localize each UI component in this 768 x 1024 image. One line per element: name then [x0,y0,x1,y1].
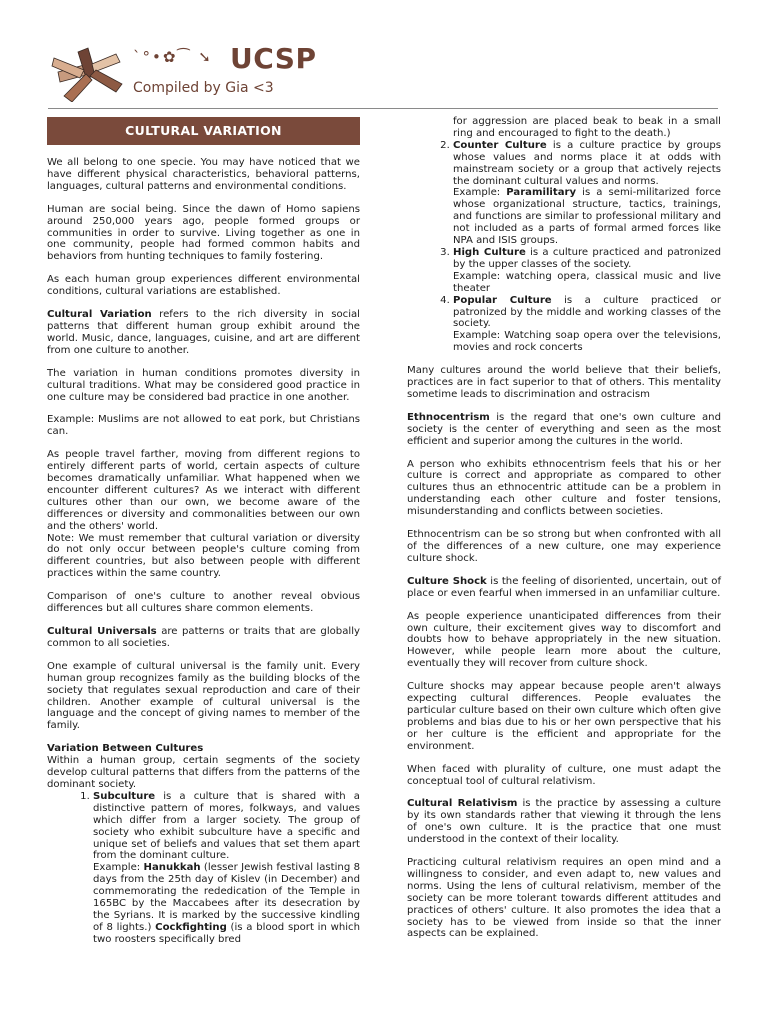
paragraph: Ethnocentrism can be so strong but when confronted with all of the differences of a new culture, one may experience culture shock. [407,529,721,564]
paragraph: Within a human group, certain segments of the society develop cultural patterns that differs from the patterns of the dominant society. [47,755,360,790]
brand-title: UCSP [230,42,317,75]
paragraph-cultural-variation: Cultural Variation refers to the rich diversity in social patterns that different human group exhibit around the world. Music, dance, languages, cuisine, and art are different from one culture to another. [47,309,360,356]
list-item: 1. Subculture is a culture that is shared with a distinctive pattern of mores, folkways, and values which differ from a larger society. The group of society who exhibit subculture have a specific and unique set of beliefs and values that set them apart from the dominant culture. Example: Hanukkah (lesser Jewish festival lasting 8 days from the 25th day of Kislev (in December) and commemorating the rededication of the Temple in 165BC by the Maccabees after its desecration by the Syrians. It is marked by the successive kindling of 8 lights.) Cockfighting (is a blood sport in which two roosters specifically bred [93,791,360,946]
paragraph: Comparison of one's culture to another reveal obvious differences but all cultures share common elements. [47,591,360,615]
right-column [407,116,721,951]
paragraph: As people travel farther, moving from different regions to entirely different parts of world, certain aspects of culture becomes dramatically unfamiliar. What happened when we encounter different cultures? As we interact with different cultures other than our own, we become aware of the differences or diversity and commonalities between our own and the others' world. [47,449,360,532]
paragraph: We all belong to one specie. You may have noticed that we have different physical characteristics, behavioral patterns, languages, cultural patterns and environmental conditions. [47,157,360,192]
list-item: 3. High Culture is a culture practiced and patronized by the upper classes of the society. Example: watching opera, classical music and live theater [453,247,721,295]
term: Cultural Relativism [407,798,518,810]
paragraph: As each human group experiences different environmental conditions, cultural variations are established. [47,274,360,298]
subheading: Variation Between Cultures [47,743,204,755]
paragraph: Practicing cultural relativism requires an open mind and a willingness to consider, and even adapt to, new values and norms. Using the lens of cultural relativism, member of the society can be more tolerant towards different attitudes and practices of others' culture. It also promotes the idea that a society has to be viewed from inside so that the inner aspects can be explained. [407,857,721,940]
paragraph: The variation in human conditions promotes diversity in cultural traditions. What may be considered good practice in one culture may be considered bad practice in one another. [47,367,360,403]
paragraph: As people experience unanticipated differences from their own culture, their excitement gives way to discomfort and doubts how to behave appropriately in the new situation. However, while people learn more about the culture, eventually they will recover from culture shock. [407,610,721,670]
term: Culture Shock [407,575,487,587]
page-header [50,42,720,104]
list-continuation: for aggression are placed beak to beak in a small ring and encouraged to fight to the death.) [453,116,721,139]
note-paragraph: Note: We must remember that cultural variation or diversity do not only occur between people's culture coming from different countries, but also between people with different practices within the same country. [47,532,360,580]
paragraph-culture-shock: Culture Shock is the feeling of disoriented, uncertain, out of place or even fearful when immersed in an unfamiliar culture. [407,575,721,599]
culture-types-list [47,791,360,946]
left-column [47,117,360,946]
joined-hands-logo-icon [50,42,126,102]
list-item: 4. Popular Culture is a culture practiced or patronized by the middle and working classes of the society. Example: Watching soap opera over the televisions, movies and rock concerts [453,295,721,355]
decorative-flourish: `°•✿⁀ ➘ [133,48,213,66]
paragraph-cultural-relativism: Cultural Relativism is the practice by assessing a culture by its own standards rather that viewing it through the lens of one's own culture. It is the practice that one must understood in the context of their locality. [407,798,721,846]
paragraph: Culture shocks may appear because people aren't always expecting cultural differences. People evaluates the particular culture based on their own culture which often give problems and bias due to his or her own perspective that his or her culture is the efficient and appropriate for the environment. [407,681,721,752]
paragraph: Human are social being. Since the dawn of Homo sapiens around 250,000 years ago, people formed groups or communities in order to survive. Living together as one in one community, people had formed common habits and behaviors from hunting techniques to family fostering. [47,203,360,263]
paragraph: One example of cultural universal is the family unit. Every human group recognizes family as the building blocks of the society that regulates sexual reproduction and care of their children. Another example of cultural universal is the language and the concept of giving names to member of the family. [47,660,360,732]
culture-types-list-continued [407,140,721,354]
term: Cultural Variation [47,309,152,321]
paragraph-cultural-universals: Cultural Universals are patterns or traits that are globally common to all societies. [47,626,360,649]
paragraph: When faced with plurality of culture, one must adapt the conceptual tool of cultural relativism. [407,763,721,787]
header-divider [48,108,718,109]
term: Cultural Universals [47,626,157,637]
list-item: 2. Counter Culture is a culture practice by groups whose values and norms place it at odds with mainstream society or a group that actively rejects the dominant cultural values and norms. Example: Paramilitary is a semi-militarized force whose organizational structure, tactics, trainings, and functions are similar to professional military and not included as a parts of formal armed forces like NPA and ISIS groups. [453,140,721,247]
term: Ethnocentrism [407,411,490,423]
paragraph: A person who exhibits ethnocentrism feels that his or her culture is correct and appropriate as compared to other cultures thus an ethnocentric attitude can be a problem in understanding each other culture and foster tensions, misunderstanding and conflicts between societies. [407,458,721,518]
paragraph-ethnocentrism: Ethnocentrism is the regard that one's own culture and society is the center of everything and seen as the most efficient and superior among the cultures in the world. [407,411,721,447]
section-title-bar: CULTURAL VARIATION [47,117,360,145]
compiled-by-subtitle: Compiled by Gia <3 [133,80,274,96]
paragraph: Example: Muslims are not allowed to eat pork, but Christians can. [47,414,360,438]
paragraph: Many cultures around the world believe that their beliefs, practices are in fact superior to that of others. This mentality sometime leads to discrimination and ostracism [407,365,721,400]
